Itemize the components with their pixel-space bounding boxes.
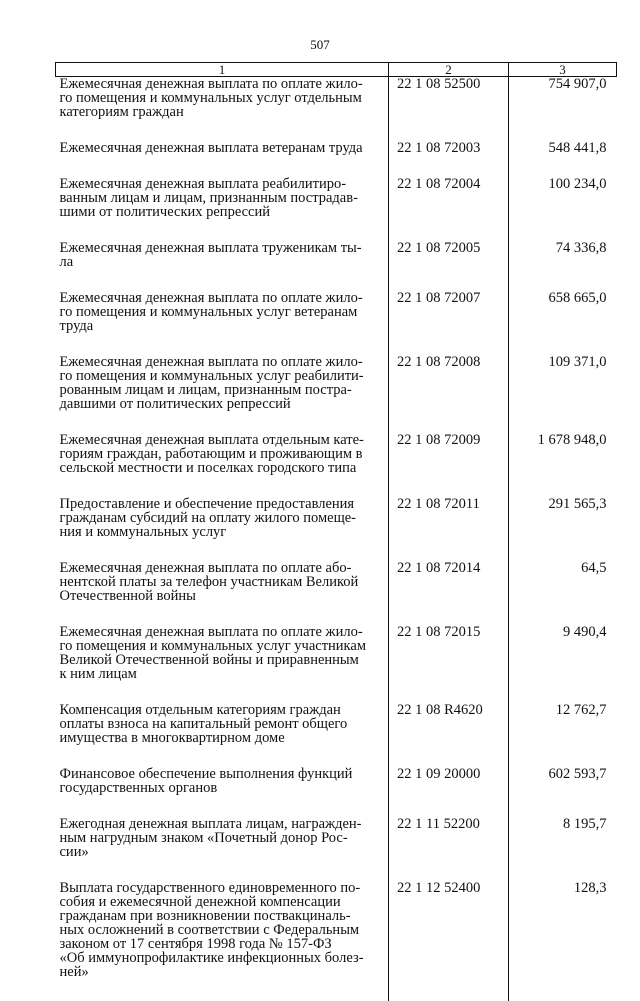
row-code: 22 1 08 72011 xyxy=(389,497,509,539)
spacer-cell xyxy=(56,269,389,291)
spacer-cell xyxy=(56,603,389,625)
spacer-cell xyxy=(389,539,509,561)
row-name: Ежемесячная денежная выплата по оплате жило- го помещения и коммунальных услуг отдельным категориям граждан xyxy=(56,77,389,120)
spacer-cell xyxy=(509,795,617,817)
row-spacer xyxy=(56,539,617,561)
row-code: 22 1 08 52500 xyxy=(389,77,509,120)
spacer-cell xyxy=(509,333,617,355)
spacer-cell xyxy=(56,155,389,177)
row-spacer xyxy=(56,681,617,703)
row-sum: 74 336,8 xyxy=(509,241,617,269)
row-sum: 1 678 948,0 xyxy=(509,433,617,475)
spacer-cell xyxy=(509,475,617,497)
table-header-row xyxy=(56,63,617,77)
row-code: 22 1 12 52400 xyxy=(389,881,509,979)
spacer-cell xyxy=(56,539,389,561)
row-sum: 100 234,0 xyxy=(509,177,617,219)
row-spacer xyxy=(56,219,617,241)
spacer-cell xyxy=(509,979,617,1001)
row-spacer xyxy=(56,795,617,817)
spacer-cell xyxy=(509,219,617,241)
spacer-cell xyxy=(389,475,509,497)
row-sum: 754 907,0 xyxy=(509,77,617,120)
row-name: Предоставление и обеспечение предоставления гражданам субсидий на оплату жилого помеще- ния и коммунальных услуг xyxy=(56,497,389,539)
spacer-cell xyxy=(389,219,509,241)
table-row xyxy=(56,625,617,681)
spacer-cell xyxy=(56,745,389,767)
spacer-cell xyxy=(389,745,509,767)
table-row xyxy=(56,291,617,333)
row-name: Ежемесячная денежная выплата реабилитиро- ванным лицам и лицам, признанным пострадав- шими от политических репрессий xyxy=(56,177,389,219)
spacer-cell xyxy=(389,979,509,1001)
row-sum: 109 371,0 xyxy=(509,355,617,411)
row-code: 22 1 08 72009 xyxy=(389,433,509,475)
spacer-cell xyxy=(56,333,389,355)
row-name: Ежемесячная денежная выплата отдельным кате- гориям граждан, работающим и проживающим в сельской местности и поселках городского типа xyxy=(56,433,389,475)
spacer-cell xyxy=(56,859,389,881)
row-sum: 602 593,7 xyxy=(509,767,617,795)
spacer-cell xyxy=(509,681,617,703)
spacer-cell xyxy=(389,603,509,625)
row-code: 22 1 08 72007 xyxy=(389,291,509,333)
row-name: Ежемесячная денежная выплата ветеранам труда xyxy=(56,141,389,155)
page-number: 507 xyxy=(0,37,640,53)
spacer-cell xyxy=(56,979,389,1001)
row-code: 22 1 08 72003 xyxy=(389,141,509,155)
row-spacer xyxy=(56,859,617,881)
column-header-name: 1 xyxy=(56,63,389,77)
row-sum: 9 490,4 xyxy=(509,625,617,681)
row-sum: 12 762,7 xyxy=(509,703,617,745)
row-code: 22 1 08 72005 xyxy=(389,241,509,269)
spacer-cell xyxy=(389,859,509,881)
table-row xyxy=(56,355,617,411)
table-row xyxy=(56,561,617,603)
table-body xyxy=(56,77,617,1001)
row-spacer xyxy=(56,269,617,291)
spacer-cell xyxy=(389,795,509,817)
spacer-cell xyxy=(509,859,617,881)
row-name: Выплата государственного единовременного по- собия и ежемесячной денежной компенсации гражданам при возникновении поствакциналь- ных осложнений в соответствии с Федеральным законом от 17 сентября 1998 года № 157-ФЗ «Об иммунопрофилактике инфекционных болез- ней» xyxy=(56,881,389,979)
spacer-cell xyxy=(389,155,509,177)
row-spacer xyxy=(56,979,617,1001)
row-name: Ежемесячная денежная выплата труженикам ты- ла xyxy=(56,241,389,269)
spacer-cell xyxy=(56,681,389,703)
spacer-cell xyxy=(389,411,509,433)
row-sum: 291 565,3 xyxy=(509,497,617,539)
table-row xyxy=(56,141,617,155)
spacer-cell xyxy=(56,219,389,241)
spacer-cell xyxy=(509,603,617,625)
table-row xyxy=(56,881,617,979)
row-spacer xyxy=(56,119,617,141)
row-code: 22 1 08 72008 xyxy=(389,355,509,411)
spacer-cell xyxy=(509,155,617,177)
spacer-cell xyxy=(56,475,389,497)
row-sum: 8 195,7 xyxy=(509,817,617,859)
table-row xyxy=(56,77,617,120)
row-code: 22 1 08 72014 xyxy=(389,561,509,603)
row-sum: 658 665,0 xyxy=(509,291,617,333)
spacer-cell xyxy=(509,539,617,561)
spacer-cell xyxy=(509,411,617,433)
row-name: Ежемесячная денежная выплата по оплате або- нентской платы за телефон участникам Великой Отечественной войны xyxy=(56,561,389,603)
row-sum: 64,5 xyxy=(509,561,617,603)
row-name: Ежемесячная денежная выплата по оплате жило- го помещения и коммунальных услуг ветеранам труда xyxy=(56,291,389,333)
row-spacer xyxy=(56,603,617,625)
column-header-code: 2 xyxy=(389,63,509,77)
row-name: Ежегодная денежная выплата лицам, награжден- ным нагрудным знаком «Почетный донор Рос- сии» xyxy=(56,817,389,859)
table-row xyxy=(56,177,617,219)
row-sum: 548 441,8 xyxy=(509,141,617,155)
row-code: 22 1 09 20000 xyxy=(389,767,509,795)
row-sum: 128,3 xyxy=(509,881,617,979)
row-spacer xyxy=(56,333,617,355)
table-row xyxy=(56,703,617,745)
row-spacer xyxy=(56,411,617,433)
row-spacer xyxy=(56,475,617,497)
column-header-sum: 3 xyxy=(509,63,617,77)
row-name: Ежемесячная денежная выплата по оплате жило- го помещения и коммунальных услуг участникам Великой Отечественной войны и приравненным к ним лицам xyxy=(56,625,389,681)
table-row xyxy=(56,433,617,475)
table-row xyxy=(56,817,617,859)
row-name: Компенсация отдельным категориям граждан оплаты взноса на капитальный ремонт общего имущества в многоквартирном доме xyxy=(56,703,389,745)
row-code: 22 1 08 72004 xyxy=(389,177,509,219)
budget-table xyxy=(55,62,617,1001)
row-code: 22 1 08 R4620 xyxy=(389,703,509,745)
row-spacer xyxy=(56,155,617,177)
spacer-cell xyxy=(56,119,389,141)
spacer-cell xyxy=(389,119,509,141)
row-code: 22 1 11 52200 xyxy=(389,817,509,859)
row-name: Ежемесячная денежная выплата по оплате жило- го помещения и коммунальных услуг реабилити- рованным лицам и лицам, признанным постра- давшими от политических репрессий xyxy=(56,355,389,411)
row-code: 22 1 08 72015 xyxy=(389,625,509,681)
spacer-cell xyxy=(509,269,617,291)
spacer-cell xyxy=(389,333,509,355)
spacer-cell xyxy=(509,745,617,767)
table-row xyxy=(56,767,617,795)
spacer-cell xyxy=(389,269,509,291)
spacer-cell xyxy=(56,411,389,433)
row-name: Финансовое обеспечение выполнения функций государственных органов xyxy=(56,767,389,795)
table-row xyxy=(56,241,617,269)
row-spacer xyxy=(56,745,617,767)
table-row xyxy=(56,497,617,539)
spacer-cell xyxy=(509,119,617,141)
spacer-cell xyxy=(56,795,389,817)
spacer-cell xyxy=(389,681,509,703)
